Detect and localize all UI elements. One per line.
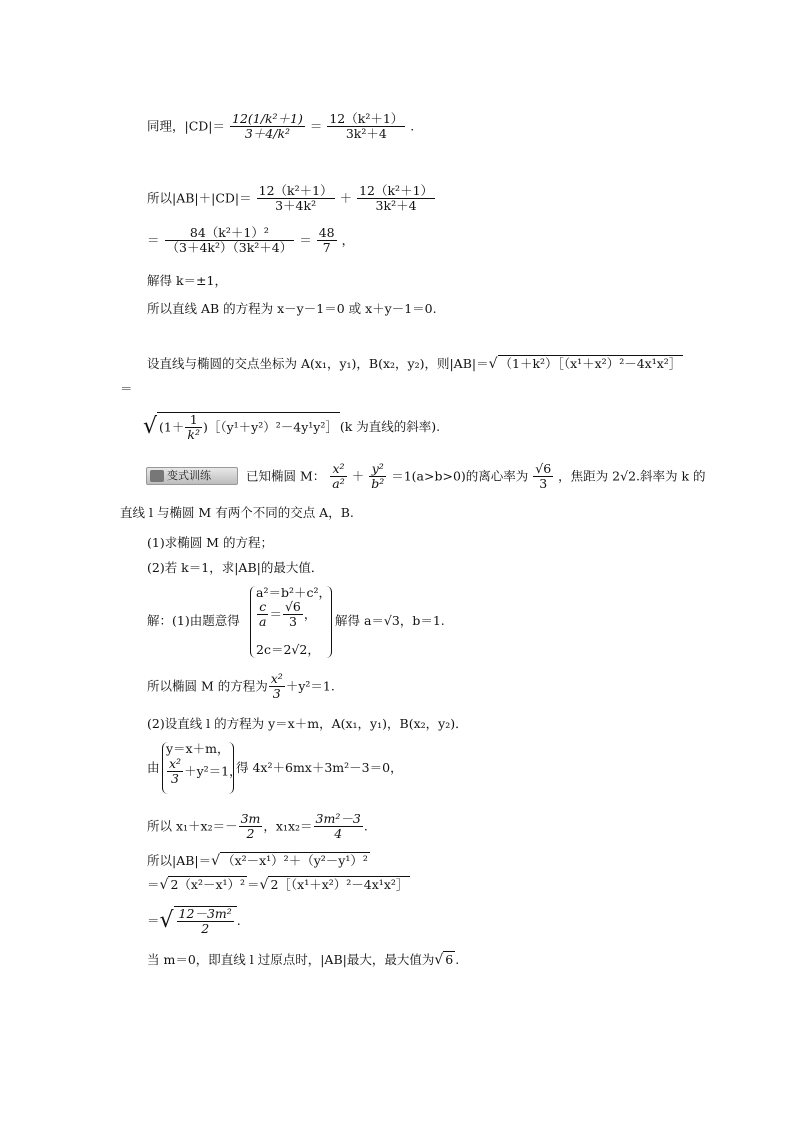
result-fraction-1: $\frac{\text{84（k²＋1）²}}{\text{（3＋4k²）（3k²＋4）}}$ [166, 225, 293, 255]
solution-2-setup: (2)设直线 l 的方程为 y＝x＋m，A(x₁，y₁)，B(x₂，y₂)． [147, 716, 468, 731]
line-cd: 同理，|CD|＝ $\frac{\text{12(1/k²＋1)}}{\text{3＋4/k²}}$ ＝ $\frac{\text{12（k²＋1）}}{\text{3k²＋4}}$ . [147, 111, 415, 141]
cd-fraction-1: $\frac{\text{12(1/k²＋1)}}{\text{3＋4/k²}}$ [232, 111, 303, 141]
line-ab-length-3: ＝√ $\frac{\text{12－3m²}}{2}$ . [147, 906, 241, 936]
chord-radicand-y: (1＋ $\frac{1}{\text{k²}}$ )［（y¹＋y²）²－4y¹y²］ [159, 412, 338, 442]
system-2-row-2: $\frac{\text{x²}}{3}$ ＋y²＝1， [169, 756, 242, 786]
line-chord-formula: 设直线与椭圆的交点坐标为 A(x₁，y₁)，B(x₂，y₂)，则|AB|＝√ （1＋k²）［（x¹＋x²）²－4x¹x²］ [147, 356, 682, 372]
quadratic-equation: 得 4x²＋6mx＋3m²－3＝0， [236, 760, 403, 775]
system-2-row-1: y＝x＋m， [166, 741, 230, 756]
solution-1-result: 解得 a＝√3，b＝1. [335, 613, 445, 628]
line-solve-k: 解得 k＝±1， [147, 273, 227, 288]
cd-fraction-2: $\frac{\text{12（k²＋1）}}{\text{3k²＋4}}$ [329, 111, 404, 141]
question-2: (2)若 k＝1，求|AB|的最大值． [147, 560, 324, 575]
line-chord-formula-y: √ (1＋ $\frac{1}{\text{k²}}$ )［（y¹＋y²）²－4y¹y²］ (k 为直线的斜率). [143, 412, 441, 442]
line-problem: 已知椭圆 M： $\frac{\text{x²}}{\text{a²}}$ ＋ $\frac{\text{y²}}{\text{b²}}$ ＝1(a>b>0)的离心率为 $\frac{√6}{3}$ ，焦距为 2√2.斜率为 k 的 [246, 461, 706, 491]
line-problem-2: 直线 l 与椭圆 M 有两个不同的交点 A，B. [120, 505, 354, 520]
system-2-label: 由 [147, 760, 160, 775]
system-1-row-3: 2c＝2√2， [256, 642, 320, 657]
system-1-row-2: $\frac{c}{a}$ ＝ $\frac{√6}{3}$ ， [259, 599, 317, 629]
chord-radicand: （1＋k²）［（x¹＋x²）²－4x¹x²］ [499, 356, 682, 371]
variant-training-badge: 变式训练 [146, 467, 238, 485]
solution-1-label: 解：(1)由题意得 [147, 613, 240, 628]
line-equals: ＝ [120, 381, 133, 396]
result-fraction-2: $\frac{48}{7}$ [318, 225, 335, 255]
question-1: (1)求椭圆 M 的方程； [147, 535, 273, 550]
line-ab-equation: 所以直线 AB 的方程为 x－y－1＝0 或 x＋y－1＝0. [147, 301, 437, 316]
cd-label: 同理，|CD|＝ [147, 118, 226, 134]
book-icon [150, 470, 164, 482]
line-maximum: 当 m＝0，即直线 l 过原点时，|AB|最大，最大值为√ 6 . [147, 952, 460, 968]
system-1-row-1: a²＝b²＋c²， [256, 585, 331, 600]
sum-fraction-2: $\frac{\text{12（k²＋1）}}{\text{3k²＋4}}$ [359, 183, 434, 213]
line-sum-result: ＝ $\frac{\text{84（k²＋1）²}}{\text{（3＋4k²）（3k²＋4）}}$ ＝ $\frac{48}{7}$ ， [147, 225, 355, 255]
sum-fraction-1: $\frac{\text{12（k²＋1）}}{\text{3＋4k²}}$ [258, 183, 333, 213]
ellipse-equation: 所以椭圆 M 的方程为 $\frac{\text{x²}}{3}$ ＋y²＝1. [147, 671, 335, 701]
line-vieta: 所以 x₁＋x₂＝－ $\frac{3m}{2}$ ，x₁x₂＝ $\frac{\text{3m²－3}}{4}$ . [147, 811, 368, 841]
line-ab-plus-cd: 所以|AB|＋|CD|＝ $\frac{\text{12（k²＋1）}}{\text{3＋4k²}}$ ＋ $\frac{\text{12（k²＋1）}}{\text{3k²＋4}}$ [147, 183, 434, 213]
line-ab-length: 所以|AB|＝√ （x²－x¹）²＋（y²－y¹）² [147, 853, 368, 869]
line-ab-length-2: ＝√ 2（x²－x¹）² ＝√ 2［（x¹＋x²）²－4x¹x²］ [147, 877, 409, 893]
